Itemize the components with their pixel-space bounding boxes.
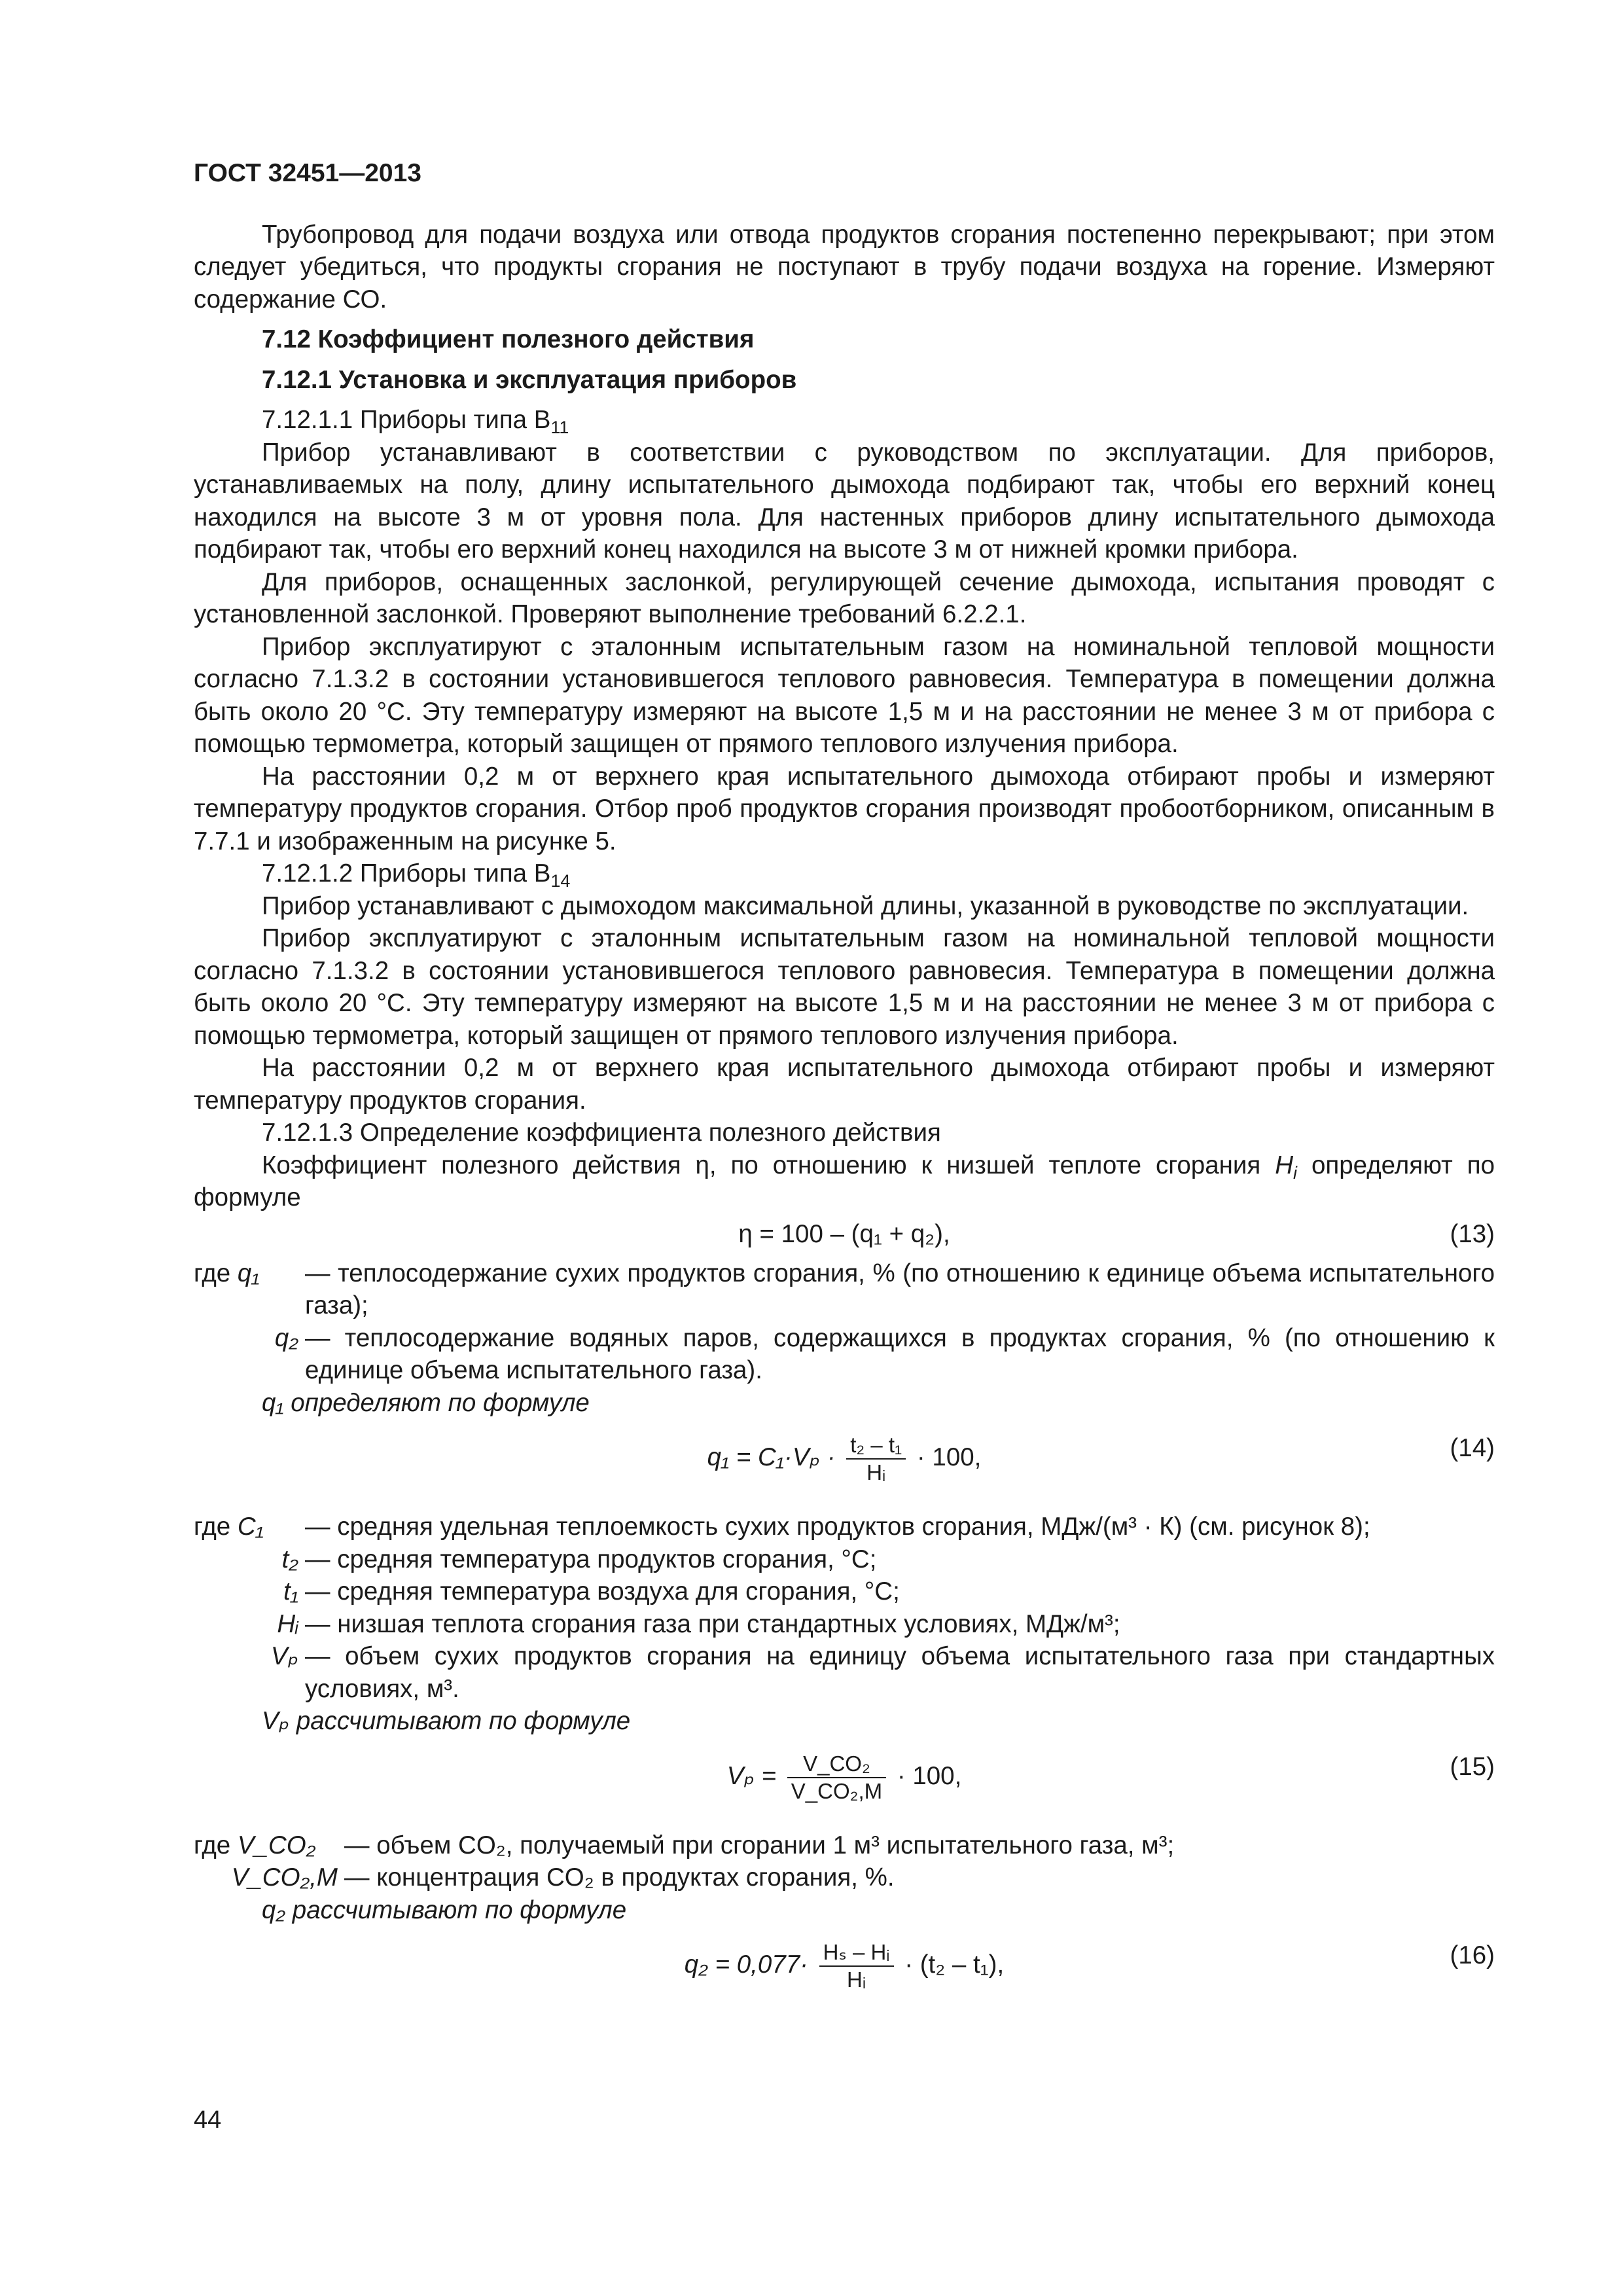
formula-expression: q₁ = C₁·Vₚ · $\frac{\text{t₂ – t₁}}{\text{Hᵢ}}$ · 100, <box>707 1433 982 1484</box>
legend-15 <box>194 1829 1495 1894</box>
legend-item: Vₚ — объем сухих продуктов сгорания на единицу объема испытательного газа при стандартных условиях, м³. <box>270 1642 1495 1703</box>
formula-expression: η = 100 – (q₁ + q₂), <box>738 1219 950 1248</box>
legend-item: где V_CO₂ — объем CO₂, получаемый при сгорании 1 м³ испытательного газа, м³; <box>194 1831 1175 1859</box>
legend-item: q₂ — теплосодержание водяных паров, содержащихся в продуктах сгорания, % (по отношению к единице объема испытательного газа). <box>274 1323 1495 1384</box>
formula-16 <box>194 1926 1495 2018</box>
formula-13 <box>194 1214 1495 1257</box>
formula-14 <box>194 1419 1495 1511</box>
document-page <box>194 157 1495 2018</box>
paragraph: Для приборов, оснащенных заслонкой, регулирующей сечение дымохода, испытания проводят с установленной заслонкой. Проверяют выполнение требований 6.2.2.1. <box>194 567 1495 628</box>
legend-14 <box>194 1511 1495 1705</box>
clause-title: 7.12.1.1 Приборы типа $B_{11}$ <box>262 406 569 437</box>
paragraph: Прибор устанавливают с дымоходом максимальной длины, указанной в руководстве по эксплуатации. <box>262 891 1469 920</box>
formula-15 <box>194 1738 1495 1829</box>
legend-13 <box>194 1257 1495 1387</box>
paragraph: Прибор эксплуатируют с эталонным испытательным газом на номинальной тепловой мощности согласно 7.1.3.2 в состоянии установившегося теплового равновесия. Температура в помещении должна быть около 20 °С. Эту температуру измеряют на высоте 1,5 м и на расстоянии не менее 3 м от прибора с помощью термометра, который защищен от прямого теплового излучения прибора. <box>194 632 1495 758</box>
paragraph: Коэффициент полезного действия η, по отношению к низшей теплоте сгорания $H_i$ определяют по формуле <box>194 1151 1495 1211</box>
fraction: $\frac{\text{V\_CO₂}}{\text{V\_CO₂,M}}$ <box>787 1751 886 1804</box>
subsection-heading: 7.12.1 Установка и эксплуатация приборов <box>262 365 797 394</box>
formula-expression: q₂ = 0,077· $\frac{\text{Hₛ – Hᵢ}}{\text{Hᵢ}}$ · (t₂ – t₁), <box>684 1940 1005 1992</box>
legend-item: Hᵢ — низшая теплота сгорания газа при стандартных условиях, МДж/м³; <box>277 1609 1120 1638</box>
formula-intro: q₂ рассчитывают по формуле <box>262 1895 627 1924</box>
legend-item: где C₁ — средняя удельная теплоемкость сухих продуктов сгорания, МДж/(м³ · К) (см. рисунок 8); <box>194 1513 1370 1541</box>
section-heading: 7.12 Коэффициент полезного действия <box>262 325 755 353</box>
paragraph: Прибор устанавливают в соответствии с руководством по эксплуатации. Для приборов, устанавливаемых на полу, длину испытательного дымохода подбирают так, чтобы его верхний конец находился на высоте 3 м от уровня пола. Для настенных приборов длину испытательного дымохода подбирают так, чтобы его верхний конец находился на высоте 3 м от нижней кромки прибора. <box>194 438 1495 564</box>
formula-intro: q₁ определяют по формуле <box>262 1388 590 1417</box>
page-number: 44 <box>194 2106 222 2134</box>
paragraph: Прибор эксплуатируют с эталонным испытательным газом на номинальной тепловой мощности согласно 7.1.3.2 в состоянии установившегося теплового равновесия. Температура в помещении должна быть около 20 °С. Эту температуру измеряют на высоте 1,5 м и на расстоянии не менее 3 м от прибора с помощью термометра, который защищен от прямого теплового излучения прибора. <box>194 924 1495 1050</box>
formula-number: (15) <box>1450 1752 1495 1781</box>
paragraph: Трубопровод для подачи воздуха или отвода продуктов сгорания постепенно перекрывают; при этом следует убедиться, что продукты сгорания не поступают в трубу подачи воздуха на горение. Измеряют содержание СО. <box>194 220 1495 314</box>
legend-item: t₁ — средняя температура воздуха для сгорания, °С; <box>283 1577 900 1605</box>
formula-expression: Vₚ = $\frac{\text{V\_CO₂}}{\text{V\_CO₂,M}}$ · 100, <box>726 1751 962 1803</box>
paragraph: На расстоянии 0,2 м от верхнего края испытательного дымохода отбирают пробы и измеряют температуру продуктов сгорания. Отбор проб продуктов сгорания производят пробоотборником, описанным в 7.7.1 и изображенным на рисунке 5. <box>194 762 1495 855</box>
clause-title: 7.12.1.3 Определение коэффициента полезного действия <box>262 1119 941 1147</box>
clause-title: 7.12.1.2 Приборы типа $B_{14}$ <box>262 859 571 891</box>
formula-number: (14) <box>1450 1434 1495 1462</box>
fraction: $\frac{\text{t₂ – t₁}}{\text{Hᵢ}}$ <box>846 1432 906 1486</box>
formula-intro: Vₚ рассчитывают по формуле <box>262 1707 631 1735</box>
legend-item: где q₁ — теплосодержание сухих продуктов сгорания, % (по отношению к единице объема испытательного газа); <box>194 1259 1495 1319</box>
document-header: ГОСТ 32451—2013 <box>194 159 421 187</box>
formula-number: (13) <box>1450 1219 1495 1248</box>
legend-item: V_CO₂,M — концентрация CO₂ в продуктах сгорания, %. <box>231 1863 895 1892</box>
fraction: $\frac{\text{Hₛ – Hᵢ}}{\text{Hᵢ}}$ <box>819 1939 894 1993</box>
legend-item: t₂ — средняя температура продуктов сгорания, °С; <box>281 1545 877 1573</box>
paragraph: На расстоянии 0,2 м от верхнего края испытательного дымохода отбирают пробы и измеряют температуру продуктов сгорания. <box>194 1054 1495 1115</box>
formula-number: (16) <box>1450 1941 1495 1969</box>
